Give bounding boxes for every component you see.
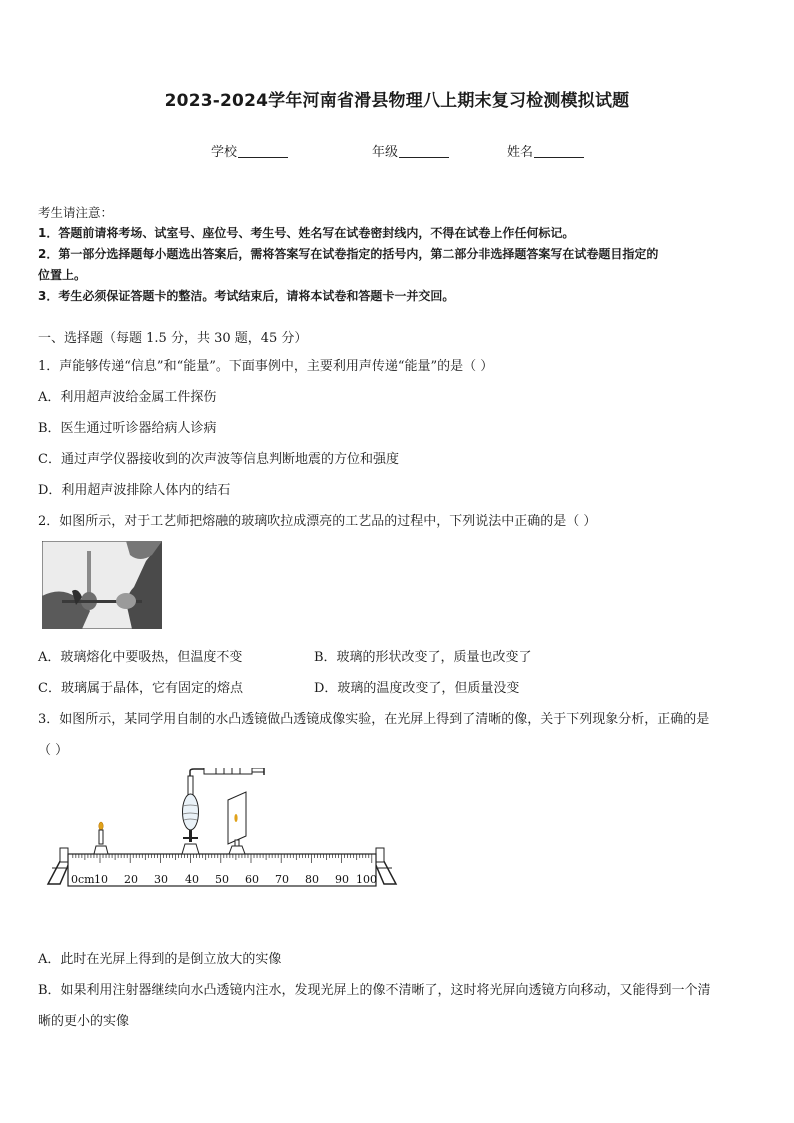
name-field [507, 141, 584, 160]
school-label: 学校 [211, 145, 238, 160]
ruler-label-50: 50 [215, 873, 229, 886]
q3-option-a: A．此时在光屏上得到的是倒立放大的实像 [38, 952, 282, 967]
question-1-stem: 1．声能够传递“信息”和“能量”。下面事例中，主要利用声传递“能量”的是（ ） [38, 359, 494, 374]
grade-blank [399, 145, 449, 158]
question-3-stem-cont: （ ） [38, 743, 69, 758]
q2-option-c: C．玻璃属于晶体，它有固定的熔点 [38, 681, 243, 696]
notice-item: 1．答题前请将考场、试室号、座位号、考生号、姓名写在试卷密封线内，不得在试卷上作任何标记。 [38, 226, 575, 240]
page-title: 2023-2024学年河南省滑县物理八上期末复习检测模拟试题 [164, 91, 630, 111]
name-blank [534, 145, 584, 158]
ruler-label-60: 60 [245, 873, 259, 886]
candle-icon [94, 822, 108, 854]
q1-option-a: A．利用超声波给金属工件探伤 [38, 390, 217, 405]
ruler-label-80: 80 [305, 873, 319, 886]
ruler-label-100: 100 [356, 873, 377, 886]
q2-option-b: B．玻璃的形状改变了，质量也改变了 [314, 650, 532, 665]
q3-option-b-cont: 晰的更小的实像 [38, 1014, 130, 1029]
light-screen-icon [228, 792, 246, 854]
optical-bench-diagram [44, 768, 404, 892]
ruler-label-10: 10 [94, 873, 108, 886]
ruler-label-20: 20 [124, 873, 138, 886]
grade-field [372, 141, 449, 160]
q1-option-c: C．通过声学仪器接收到的次声波等信息判断地震的方位和强度 [38, 452, 399, 467]
ruler-label-0: 0cm [71, 873, 95, 886]
grade-label: 年级 [372, 145, 399, 160]
notice-heading: 考生请注意： [38, 205, 114, 220]
school-field [211, 141, 288, 160]
school-blank [238, 145, 288, 158]
q2-option-d: D．玻璃的温度改变了，但质量没变 [314, 681, 520, 696]
question-2-stem: 2．如图所示，对于工艺师把熔融的玻璃吹拉成漂亮的工艺品的过程中，下列说法中正确的是（ ） [38, 514, 597, 529]
name-label: 姓名 [507, 145, 534, 160]
water-lens-icon [182, 776, 199, 854]
ruler-label-40: 40 [185, 873, 199, 886]
ruler-label-90: 90 [335, 873, 349, 886]
section-heading: 一、选择题（每题 1.5 分，共 30 题，45 分） [38, 331, 308, 346]
q1-option-d: D．利用超声波排除人体内的结石 [38, 483, 231, 498]
syringe-icon [190, 768, 264, 776]
glass-blowing-photo [42, 541, 162, 629]
q3-option-b: B．如果利用注射器继续向水凸透镜内注水，发现光屏上的像不清晰了，这时将光屏向透镜方向移动，又能得到一个清 [38, 983, 711, 998]
ruler-label-30: 30 [154, 873, 168, 886]
notice-item: 2．第一部分选择题每小题选出答案后，需将答案写在试卷指定的括号内，第二部分非选择题答案写在试卷题目指定的 [38, 247, 659, 261]
ruler-label-70: 70 [275, 873, 289, 886]
notice-item: 位置上。 [38, 268, 87, 282]
question-3-stem: 3．如图所示，某同学用自制的水凸透镜做凸透镜成像实验，在光屏上得到了清晰的像，关于下列现象分析，正确的是 [38, 712, 710, 727]
notice-item: 3．考生必须保证答题卡的整洁。考试结束后，请将本试卷和答题卡一并交回。 [38, 289, 455, 303]
q2-option-a: A．玻璃熔化中要吸热，但温度不变 [38, 650, 243, 665]
q1-option-b: B．医生通过听诊器给病人诊病 [38, 421, 217, 436]
